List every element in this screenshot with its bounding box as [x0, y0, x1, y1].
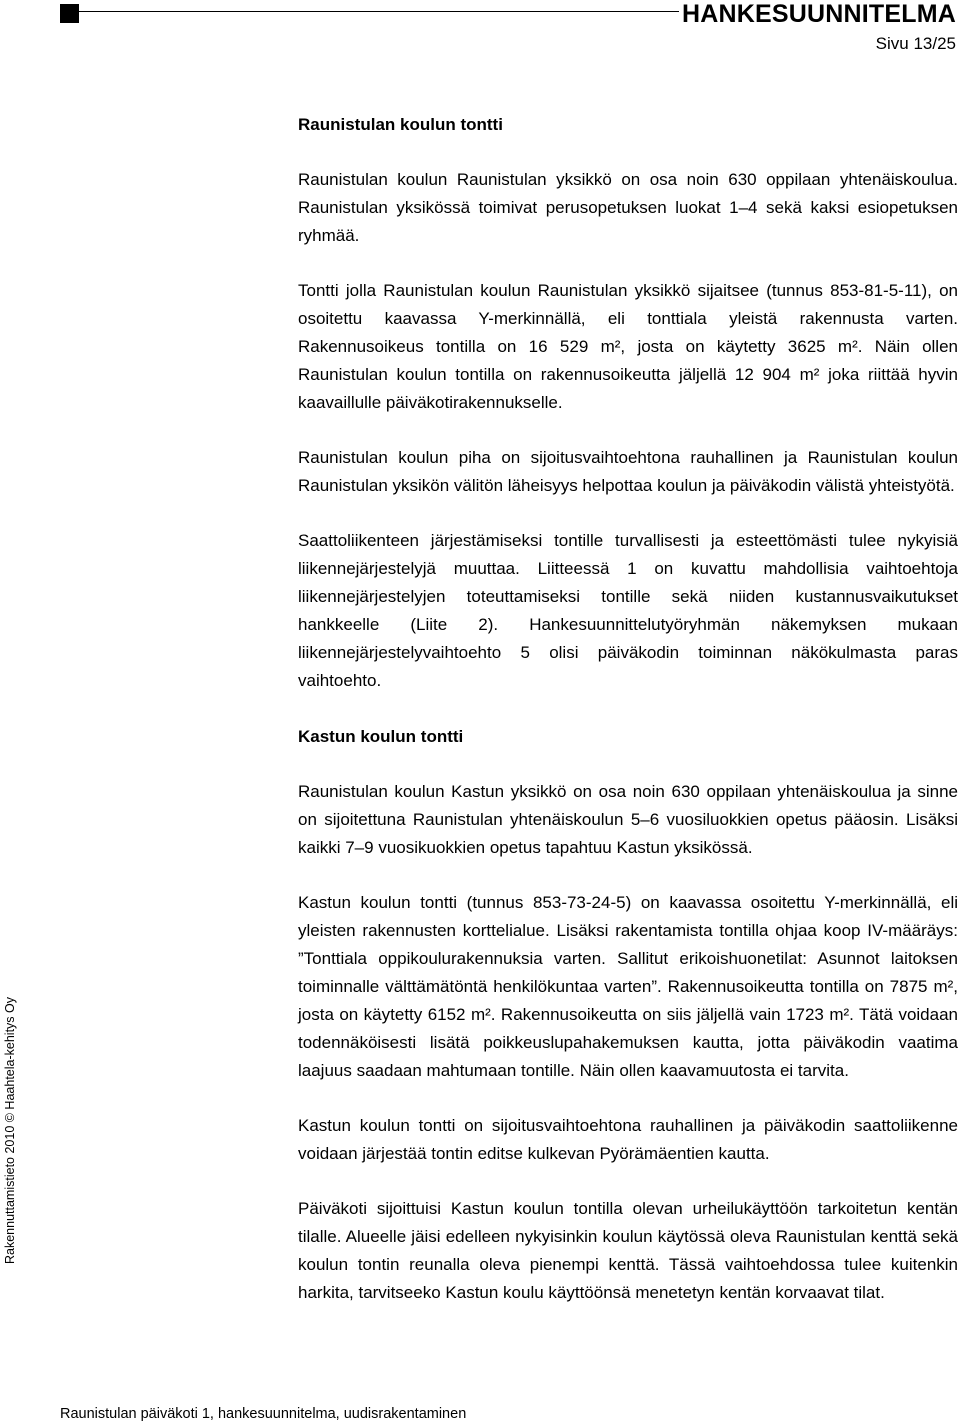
header-square: [60, 4, 79, 23]
header-rule: [79, 11, 679, 12]
paragraph: Tontti jolla Raunistulan koulun Raunistulan yksikkö sijaitsee (tunnus 853-81-5-11), on osoitettu kaavassa Y-merkinnällä, eli tonttiala yleistä rakennusta varten. Rakennusoikeus tontilla on 16 529 m², josta on käytetty 3625 m². Näin ollen Raunistulan koulun tontilla on rakennusoikeutta jäljellä 12 904 m² joka riittää hyvin kaavaillulle päiväkotirakennukselle.: [298, 281, 958, 412]
copyright-vertical: Rakennuttamistieto 2010 © Haahtela-kehitys Oy: [3, 997, 17, 1264]
page-number: Sivu 13/25: [875, 34, 956, 53]
paragraph: Saattoliikenteen järjestämiseksi tontille turvallisesti ja esteettömästi tulee nykyisiä liikennejärjestelyjä muuttaa. Liitteessä 1 on kuvattu mahdollisia vaihtoehtoja liikennejärjestelyjen toteuttamiseksi tontille sekä niiden kustannusvaikutukset hankkeelle (Liite 2). Hankesuunnittelutyöryhmän näkemyksen mukaan liikennejärjestelyvaihtoehto 5 olisi päiväkodin toiminnan näkökulmasta paras vaihtoehto.: [298, 531, 958, 690]
paragraph: Kastun koulun tontti on sijoitusvaihtoehtona rauhallinen ja päiväkodin saattoliikenne voidaan järjestää tontin editse kulkevan Pyörämäentien kautta.: [298, 1116, 958, 1163]
footer-text: Raunistulan päiväkoti 1, hankesuunnitelma, uudisrakentaminen: [60, 1406, 467, 1422]
section-heading-raunistula: Raunistulan koulun tontti: [298, 115, 503, 134]
paragraph: Päiväkoti sijoittuisi Kastun koulun tontilla olevan urheilukäyttöön tarkoitetun kentän tilalle. Alueelle jäisi edelleen nykyisinkin koulun käytössä oleva Raunistulan kenttä sekä koulun tontin reunalla oleva pienempi kenttä. Tässä vaihtoehdossa tulee kuitenkin harkita, tarvitseeko Kastun koulu käyttöönsä menetetyn kentän korvaavat tilat.: [298, 1199, 958, 1302]
paragraph: Raunistulan koulun Raunistulan yksikkö on osa noin 630 oppilaan yhtenäiskoulua. Raunistulan yksikössä toimivat perusopetuksen luokat 1–4 sekä kaksi esiopetuksen ryhmää.: [298, 170, 958, 245]
section-heading-kastu: Kastun koulun tontti: [298, 727, 464, 746]
paragraph: Raunistulan koulun Kastun yksikkö on osa noin 630 oppilaan yhtenäiskoulua ja sinne on sijoitettuna Raunistulan yhtenäiskoulun 5–6 vuosiluokkien opetus pääosin. Lisäksi kaikki 7–9 vuosikuokkien opetus tapahtuu Kastun yksikössä.: [298, 782, 958, 857]
paragraph: Kastun koulun tontti (tunnus 853-73-24-5) on kaavassa osoitettu Y-merkinnällä, eli yleisten rakennusten korttelialue. Lisäksi rakentamista tontilla ohjaa koop IV-määräys: ”Tonttiala oppikoulurakennuksia varten. Sallitut erikoishuonetilat: Asunnot laitoksen toiminnalle välttämätöntä henkilökuntaa varten”. Rakennusoikeutta tontilla on 7875 m², josta on käytetty 6152 m². Rakennusoikeutta on siis jäljellä vain 1723 m². Tätä voidaan todennäköisesti lisätä poikkeuslupahakemuksen kautta, jotta päiväkodin vaatima laajuus saadaan mahtumaan tontille. Näin ollen kaavamuutosta ei tarvita.: [298, 893, 958, 1080]
document-title: HANKESUUNNITELMA: [681, 0, 956, 28]
paragraph: Raunistulan koulun piha on sijoitusvaihtoehtona rauhallinen ja Raunistulan koulun Raunistulan yksikön välitön läheisyys helpottaa koulun ja päiväkodin välistä yhteistyötä.: [298, 448, 958, 495]
page-content: [298, 111, 958, 1307]
